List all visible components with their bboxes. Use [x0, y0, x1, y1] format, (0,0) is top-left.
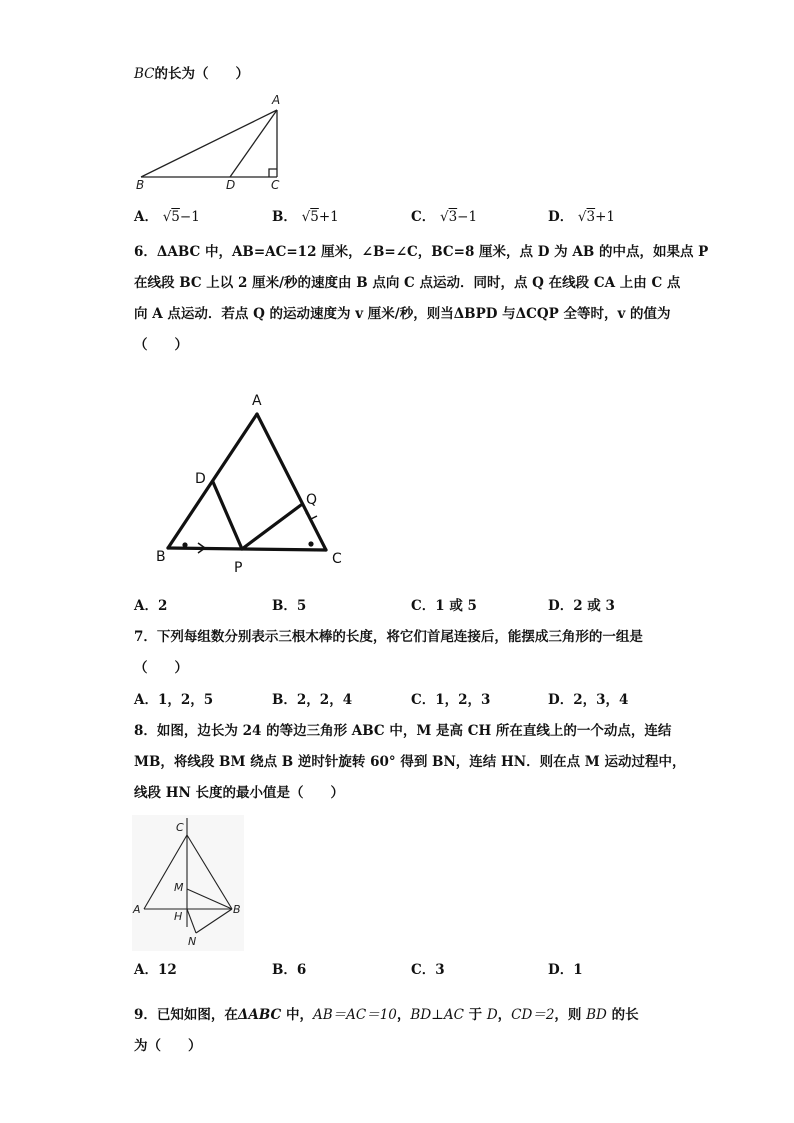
radicand: 3	[448, 209, 458, 225]
q9-math-bd-perp-ac: BD⊥AC	[410, 1007, 464, 1023]
angle-mark-b	[182, 542, 187, 547]
q9-triangle: ΔABC	[237, 1007, 282, 1023]
q7-option-c[interactable]: C．1，2，3	[411, 692, 491, 708]
q7-option-b[interactable]: B．2，2，4	[272, 692, 353, 708]
label-n: N	[188, 935, 197, 948]
q9-line-1	[134, 1005, 639, 1025]
q8-option-c[interactable]: C．3	[411, 962, 445, 978]
q9-text-2: 于	[463, 1007, 487, 1023]
q9-text-mid: 中，	[281, 1007, 313, 1023]
sqrt-expression: √3+1	[577, 209, 616, 225]
label-h: H	[174, 910, 183, 923]
q8-line-2: MB，将线段 BM 绕点 B 逆时针旋转 60° 得到 BN，连结 HN．则在点 M 运动过程中，	[134, 754, 686, 770]
q6-figure	[150, 385, 360, 580]
q6-line-2: 在线段 BC 上以 2 厘米/秒的速度由 B 点向 C 点运动．同时，点 Q 在线段 CA 上由 C 点	[134, 275, 681, 291]
sqrt-expression: √5+1	[301, 209, 339, 225]
label-a: A	[272, 93, 281, 107]
segment-ba	[141, 110, 277, 177]
prev-option-c[interactable]	[411, 207, 477, 227]
prev-question-tail-text: 的长为（ ）	[154, 66, 250, 82]
label-a: A	[252, 393, 262, 409]
radicand: 5	[171, 209, 180, 225]
q8-line-3: 线段 HN 长度的最小值是（ ）	[134, 785, 344, 801]
q6-option-a[interactable]: A．2	[134, 598, 168, 614]
prev-option-b[interactable]	[272, 207, 339, 227]
radicand: 3	[586, 209, 596, 225]
label-q: Q	[306, 492, 318, 508]
label-b: B	[136, 178, 145, 192]
label-c: C	[271, 178, 280, 192]
expression-rest: +1	[595, 209, 616, 225]
option-letter: A．	[134, 209, 158, 225]
label-d: D	[195, 471, 206, 487]
q9-math-bd: BD	[586, 1007, 607, 1023]
segment-ad	[230, 110, 277, 177]
motion-arrow-ca	[306, 513, 317, 519]
prev-question-tail	[134, 64, 249, 84]
q8-option-d[interactable]: D．1	[548, 962, 583, 978]
q6-line-3: 向 A 点运动．若点 Q 的运动速度为 v 厘米/秒，则当ΔBPD 与ΔCQP 全等时，v 的值为	[134, 306, 671, 322]
q8-line-1: 8．如图，边长为 24 的等边三角形 ABC 中，M 是高 CH 所在直线上的一个动点，连结	[134, 723, 672, 739]
expression-rest: −1	[457, 209, 478, 225]
option-letter: B．	[272, 209, 297, 225]
q7-option-a[interactable]: A．1，2，5	[134, 692, 214, 708]
expression-rest: −1	[179, 209, 200, 225]
label-a: A	[133, 903, 141, 916]
label-c: C	[176, 821, 184, 834]
segment-bc	[168, 548, 326, 550]
label-b: B	[233, 903, 241, 916]
q8-option-a[interactable]: A．12	[134, 962, 177, 978]
q9-text-suffix: 的长	[606, 1007, 639, 1023]
q9-math-d: D	[486, 1007, 498, 1023]
q6-option-c[interactable]: C．1 或 5	[411, 598, 477, 614]
q7-line-2: （ ）	[134, 660, 188, 676]
prev-question-figure	[130, 90, 300, 194]
q9-sep-1: ，	[396, 1007, 411, 1023]
prev-option-d[interactable]	[548, 207, 615, 227]
q9-sep-2: ，	[497, 1007, 512, 1023]
q8-option-b[interactable]: B．6	[272, 962, 307, 978]
q7-line-1: 7．下列每组数分别表示三根木棒的长度，将它们首尾连接后，能摆成三角形的一组是	[134, 629, 643, 645]
label-d: D	[226, 178, 236, 192]
math-bc: BC	[134, 66, 155, 82]
q9-line-2: 为（ ）	[134, 1038, 202, 1054]
q7-option-d[interactable]: D．2，3，4	[548, 692, 629, 708]
right-angle-mark	[269, 169, 277, 177]
segment-dp	[213, 482, 242, 549]
sqrt-expression: √3−1	[439, 209, 478, 225]
option-letter: D．	[548, 209, 574, 225]
q9-text-prefix: 9．已知如图，在	[134, 1007, 238, 1023]
segment-pq	[242, 505, 301, 549]
q9-math-ab-ac: AB＝AC＝10	[312, 1007, 397, 1023]
radicand: 5	[310, 209, 319, 225]
q9-text-3: ，则	[554, 1007, 587, 1023]
sqrt-expression: √5−1	[162, 209, 200, 225]
q9-math-cd: CD＝2	[511, 1007, 555, 1023]
q6-line-1: 6．ΔABC 中，AB=AC=12 厘米，∠B=∠C，BC=8 厘米，点 D 为 AB 的中点，如果点 P	[134, 244, 709, 260]
expression-rest: +1	[318, 209, 339, 225]
label-b: B	[156, 549, 166, 565]
angle-mark-c	[308, 541, 313, 546]
q8-figure	[132, 815, 244, 951]
label-c: C	[332, 551, 342, 567]
q6-option-b[interactable]: B．5	[272, 598, 307, 614]
option-letter: C．	[411, 209, 436, 225]
prev-option-a[interactable]	[134, 207, 200, 227]
q6-line-4: （ ）	[134, 337, 188, 353]
figure-background	[132, 815, 244, 951]
label-p: P	[234, 560, 243, 576]
label-m: M	[174, 881, 184, 894]
q6-option-d[interactable]: D．2 或 3	[548, 598, 615, 614]
